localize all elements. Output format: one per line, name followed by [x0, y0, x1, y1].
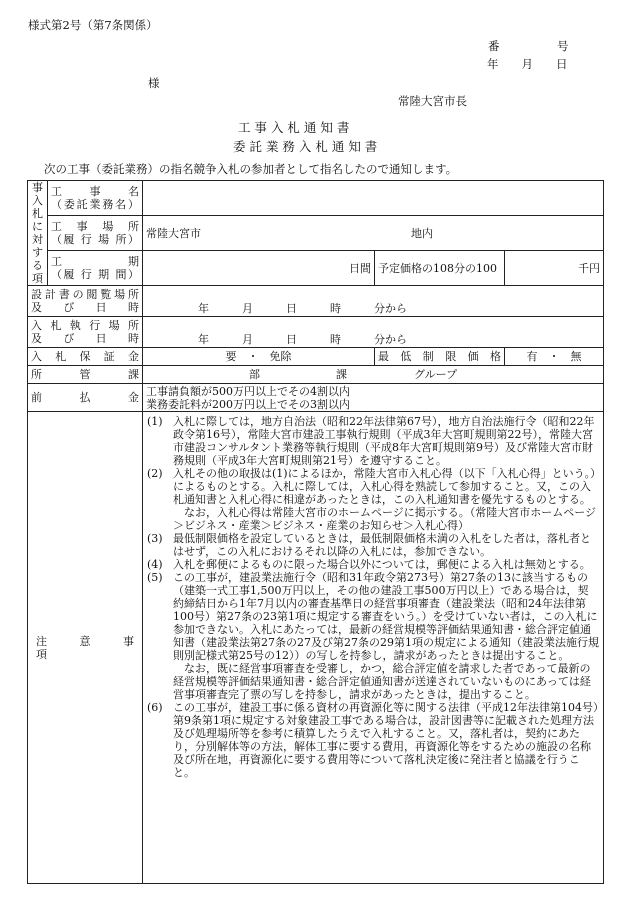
project-name-value — [143, 181, 604, 216]
responsible-section-label: 所 管 課 — [28, 366, 143, 384]
department-label: 部 — [249, 367, 260, 381]
group-label: グループ — [414, 367, 458, 381]
minimum-price-value: 有 ・ 無 — [505, 348, 604, 366]
note-continuation: なお，入札心得は常陸大宮市のホームページに掲示する。（常陸大宮市ホームページ＞ビジネス・産業＞ビジネス・産業のお知らせ＞入札心得） — [173, 506, 597, 532]
estimated-price-label: 予定価格の108分の100 — [375, 251, 505, 286]
intro-text: 次の工事（委託業務）の指名競争入札の参加者として指名したので通知します。 — [44, 162, 458, 176]
notice-form-table — [27, 180, 604, 884]
project-location-value: 常陸大宮市 地内 — [143, 216, 604, 251]
note-continuation: なお，既に経営事項審査を受審し，かつ，総合評定値を請求した者であって最新の経営規模等評価結果通知書・総合評定値通知書が送達されていないものにあっては経営事項審査完了票の写しを持参し，請求があったときは，提出すること。 — [173, 662, 591, 701]
advance-payment-value: 工事請負額が500万円以上でその4割以内 業務委託料が200万円以上でその3割以内 — [143, 384, 604, 412]
document-title-construction: 工 事 入 札 通 知 書 — [238, 120, 350, 135]
addressee-label: 様 — [148, 76, 160, 90]
note-item: (3) 最低制限価格を設定しているときは，最低制限価格未満の入札をした者は，落札者とはせず，この入札におけるそれ以降の入札には，参加できない。 — [147, 532, 591, 558]
design-inspection-datetime: 年 月 日 時 分から — [143, 286, 604, 317]
notes-label: 注 意 事 項 — [28, 412, 143, 884]
bid-execution-label: 入 札 執 行 場 所 及 び 日 時 — [28, 317, 143, 348]
minimum-price-label: 最低制限価格 — [375, 348, 505, 366]
form-number-label: 様式第2号（第7条関係） — [28, 18, 158, 32]
project-name-label: 工 事 名 （委託業務名） — [48, 181, 143, 216]
bid-deposit-value: 要 ・ 免除 — [143, 348, 375, 366]
note-item: (2) 入札その他の取扱は(1)によるほか，常陸大宮市入札心得（以下「入札心得」という。）によるものとする。入札に際しては，入札心得を熟読して参加すること。又，この入札通知書と入札心得に相違があったときは，この入札通知書を優先するものとする。 — [147, 467, 596, 506]
design-inspection-label: 設計書の閲覧場所 及 び 日 時 — [28, 286, 143, 317]
bid-execution-datetime: 年 月 日 時 分から — [143, 317, 604, 348]
advance-payment-label: 前 払 金 — [28, 384, 143, 412]
note-item: (5) この工事が，建設業法施行令（昭和31年政令第273号）第27条の13に該当するもの（建築一式工事1,500万円以上，その他の建設工事500万円以上）である場合は，契約締結日から1年7月以内の審査基準日の経営事項審査（建設業法（昭和24年法律第100号）第27条の23第1項に規定する審査をいう。）を受けていない者は，この入札に参加できない。入札にあたっては，最新の経営規模等評価結果通知書・総合評定値通知書（建設業法第27条の27及び第27条の29第1項の規定による通知（建設業法施行規則別記様式第25号の12））の写しを持参し，請求があったときは提出すること。 — [147, 571, 599, 662]
document-number-line: 番 号 — [488, 39, 569, 53]
issuer-name: 常陸大宮市長 — [398, 94, 467, 108]
project-period-label: 工 期 （履 行 期 間） — [48, 251, 143, 286]
estimated-price-value: 千円 — [505, 251, 604, 286]
document-date-line: 年 月 日 — [487, 57, 568, 71]
section-label: 課 — [336, 367, 347, 381]
note-item: (1) 入札に際しては，地方自治法（昭和22年法律第67号），地方自治法施行令（昭和22年政令第16号），常陸大宮市建設工事執行規則（平成3年大宮町規則第22号），常陸大宮市建設コンサルタント業務等執行規則（平成8年大宮町規則第9号）及び常陸大宮市財務規則（平成3年大宮町規則第21号）を遵守すること。 — [147, 415, 595, 467]
note-item: (4) 入札を郵便によるものに限った場合以外については，郵便による入札は無効とする。 — [147, 558, 591, 571]
notes-content — [143, 412, 604, 884]
project-location-label: 工 事 場 所 （履 行 場 所） — [48, 216, 143, 251]
bid-deposit-label: 入 札 保 証 金 — [28, 348, 143, 366]
project-period-days: 日間 — [143, 251, 375, 286]
responsible-section-value — [143, 366, 604, 384]
document-title-consignment: 委 託 業 務 入 札 通 知 書 — [233, 139, 378, 154]
note-item: (6) この工事が，建設工事に係る資材の再資源化等に関する法律（平成12年法律第104号）第9条第1項に規定する対象建設工事である場合は，設計図書等に記載された処理方法及び処理場所等を参考に積算したうえで入札すること。又，落札者は，契約にあたり，分別解体等の方法，解体工事に要する費用，再資源化等をするための施設の名称及び所在地，再資源化に要する費用等について落札決定後に発注者と協議を行うこと。 — [147, 701, 599, 779]
bid-items-group-label: 事 入 札 に 対 す る 項 — [28, 181, 48, 286]
